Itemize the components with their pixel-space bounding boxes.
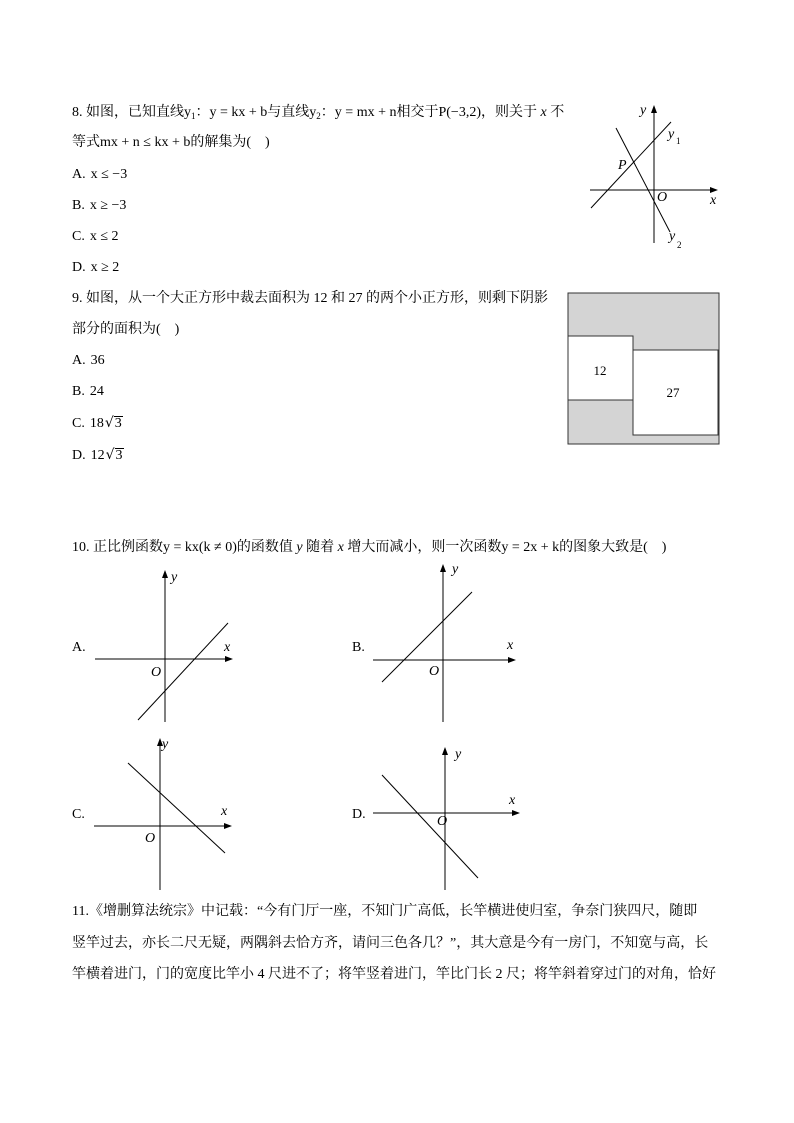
y-axis-arrowhead [162,570,168,578]
q8-option-a [72,166,127,184]
origin-label: O [151,665,162,680]
q10-linear-function: y = 2x + k [501,540,560,555]
radicand: 3 [114,416,122,431]
q10-graph-a [90,565,240,727]
q10-graph-b [370,560,522,726]
option-letter: C. [72,229,85,244]
option-letter: B. [352,640,365,655]
x-axis-arrowhead [224,823,232,829]
line-y1-label: y [668,127,675,142]
option-letter: D. [72,448,86,463]
x-axis-label: x [507,638,514,653]
q11-stem-line-3 [72,966,716,984]
q9-figure [566,291,722,447]
q11-stem-line-1 [72,903,697,921]
var-y: y [296,540,303,555]
q8-stem-line-1 [72,104,564,122]
q9-option-c [72,414,123,432]
q8-stem-question: 的解集为( ) [190,135,270,150]
line-y2-label: y [669,229,676,244]
option-text: x ≥ −3 [89,198,127,213]
q9-option-a [72,352,105,370]
q10-stem-mid-1: 的函数值 [236,540,297,555]
q10-choice-a-letter [72,639,86,657]
q10-stem-question: 的图象大致是( ) [559,540,667,555]
subscript-2: 2 [316,111,321,121]
option-text: 36 [90,353,105,368]
q10-graph-d [370,745,525,895]
q10-stem-intro: 10. 正比例函数 [72,540,163,555]
y-axis-label: y [455,747,462,762]
y-axis-label: y [171,570,178,585]
q8-stem-head: 等式 [72,135,100,150]
x-axis-label: x [221,804,228,819]
y-axis-arrowhead [440,564,446,572]
origin-label: O [657,190,668,205]
radicand: 3 [115,448,123,463]
option-text: x ≥ 2 [90,260,120,275]
q8-stem-line-2 [72,134,270,152]
var-x: x [540,105,547,120]
option-letter: C. [72,807,85,822]
y-axis-label: y [640,103,647,118]
q8-stem-meet: 相交于 [396,105,439,120]
point-p-label: P [618,158,627,173]
q10-choice-b-letter [352,639,365,657]
q8-stem-tail: 不 [546,105,565,120]
option-letter: A. [72,353,86,368]
option-letter: B. [72,198,85,213]
q9-stem-text: 9. 如图，从一个大正方形中裁去面积为 12 和 27 的两个小正方形，则剩下阴影 [72,291,548,306]
x-axis-arrowhead [512,810,520,816]
q10-stem-mid-2: 随着 [302,540,338,555]
x-axis-arrowhead [508,657,516,663]
y-axis-arrowhead [442,747,448,755]
q8-intersection-point: P(−3,2) [438,105,481,120]
q9-option-b [72,383,104,401]
option-text: x ≤ −3 [90,167,128,182]
option-letter: A. [72,167,86,182]
q8-line-y2-equation: ：y = mx + n [320,105,397,120]
subscript-1: 1 [191,111,196,121]
q11-text: 竖竿过去，亦长二尺无疑，两隅斜去恰方齐，请问三色各几？”，其大意是今有一房门，不知宽与高，长 [72,936,709,951]
q9-stem-line-2 [72,321,179,339]
option-letter: D. [352,807,366,822]
line-y2-subscript: 2 [677,240,682,250]
q8-option-b [72,197,126,215]
option-coefficient: 12 [90,448,105,463]
square-12-label: 12 [593,363,607,378]
q8-inequality: mx + n ≤ kx + b [100,135,191,150]
q10-proportional-function: y = kx(k ≠ 0) [163,540,237,555]
option-letter: A. [72,640,86,655]
option-text: x ≤ 2 [89,229,119,244]
var-y: y [184,105,191,120]
origin-label: O [429,664,440,679]
radical-sign: √ [105,447,115,463]
q8-option-c [72,228,119,246]
q8-line-y1-symbol [184,104,196,122]
x-axis-arrowhead [225,656,233,662]
q8-stem-intro: 8. 如图，已知直线 [72,105,184,120]
line-y2 [616,128,670,232]
function-line [382,592,472,682]
origin-label: O [145,831,156,846]
option-coefficient: 18 [89,416,104,431]
q8-stem-about: ，则关于 [481,105,541,120]
option-text: 24 [89,384,104,399]
option-letter: C. [72,416,85,431]
y-axis-label: y [162,737,169,752]
q11-text: 11.《增删算法统宗》中记载：“今有门厅一座，不知门广高低，长竿横进使归室，争奈门狭四尺，随即 [72,904,698,919]
q10-choice-d-letter [352,806,366,824]
origin-label: O [437,814,448,829]
q10-stem [72,539,666,557]
line-y1-subscript: 1 [676,136,681,146]
function-line [128,763,225,853]
q8-stem-joiner: 与直线 [267,105,310,120]
square-27-label: 27 [666,385,680,400]
q10-graph-c [90,735,240,895]
q11-stem-line-2 [72,935,708,953]
radical-sign: √ [104,415,114,431]
option-letter: D. [72,260,86,275]
option-letter: B. [72,384,85,399]
q9-stem-question: 部分的面积为( ) [72,322,180,337]
q9-stem-line-1 [72,290,548,308]
function-line [382,775,478,878]
y-axis-arrowhead [651,105,657,113]
x-axis-label: x [509,793,516,808]
var-y: y [309,105,317,120]
q8-figure [585,100,725,256]
x-axis-label: x [224,640,231,655]
x-axis-label: x [710,193,717,208]
q8-line-y1-equation: ：y = kx + b [195,105,268,120]
q10-stem-mid-3: 增大而减小，则一次函数 [343,540,502,555]
q11-text: 竿横着进门，门的宽度比竿小 4 尺进不了；将竿竖着进门，竿比门长 2 尺；将竿斜着穿过门的对角，恰好 [72,967,716,982]
q10-choice-c-letter [72,806,85,824]
y-axis-label: y [452,562,459,577]
q8-option-d [72,259,119,277]
var-x: x [337,540,344,555]
q8-line-y2-symbol [309,104,321,122]
q9-option-d [72,446,124,464]
